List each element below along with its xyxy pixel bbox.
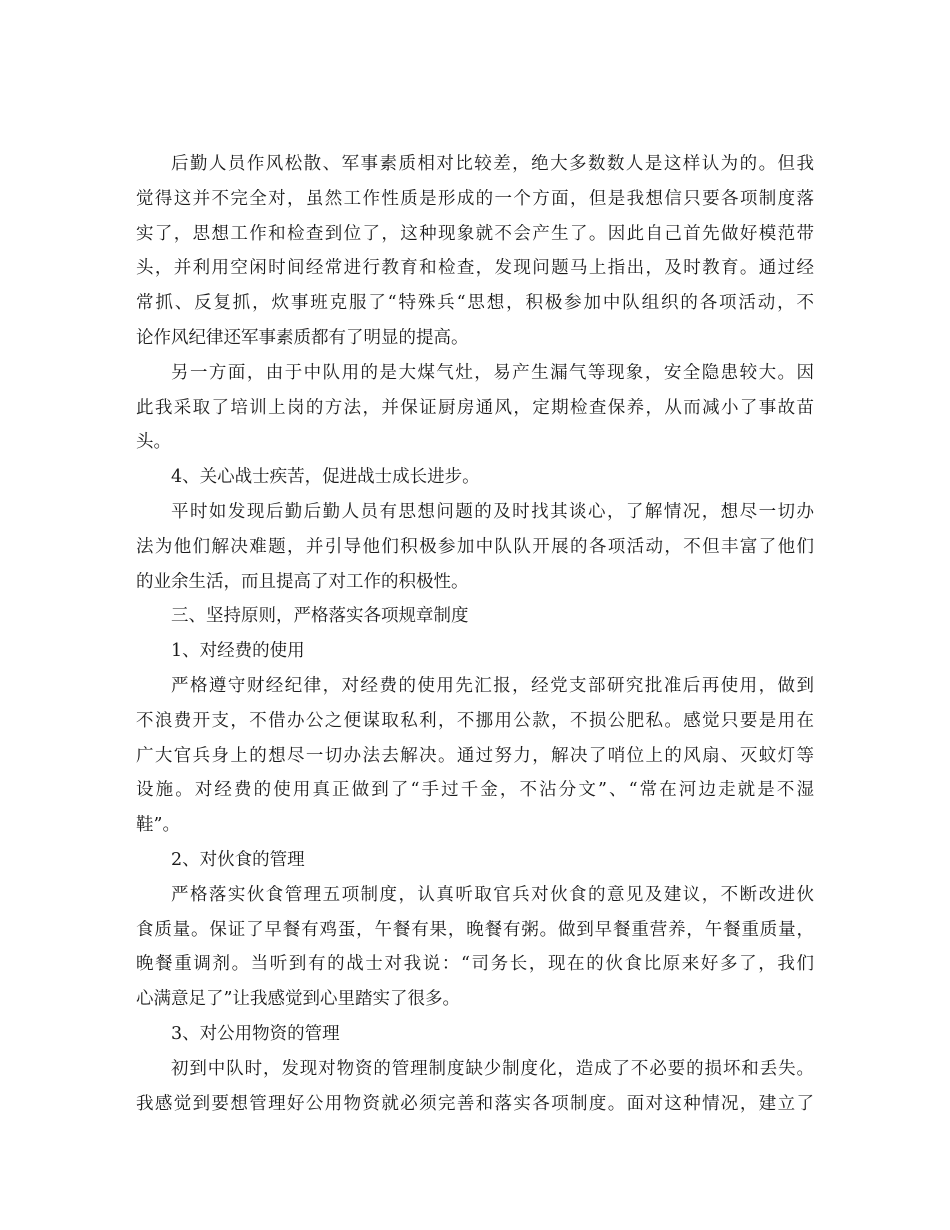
paragraph bbox=[136, 878, 814, 1017]
text-line: 心满意足了”让我感觉到心里踏实了很多。 bbox=[136, 989, 460, 1010]
paragraph bbox=[136, 669, 814, 843]
text-line: 此我采取了培训上岗的方法，并保证厨房通风，定期检查保养，从而减小了事故苗 bbox=[136, 397, 814, 418]
text-line: 严格落实伙食管理五项制度，认真听取官兵对伙食的意见及建议，不断改进伙 bbox=[171, 884, 814, 905]
text-line: 头，并利用空闲时间经常进行教育和检查，发现问题马上指出，及时教育。通过经 bbox=[136, 258, 814, 279]
text-line: 头。 bbox=[136, 432, 171, 453]
text-line: 后勤人员作风松散、军事素质相对比较差，绝大多数数人是这样认为的。但我 bbox=[171, 154, 814, 174]
text-line: 3、对公用物资的管理 bbox=[171, 1023, 340, 1044]
text-line: 初到中队时，发现对物资的管理制度缺少制度化，造成了不必要的损坏和丢失。 bbox=[171, 1058, 814, 1079]
text-line: 另一方面，由于中队用的是大煤气灶，易产生漏气等现象，安全隐患较大。因 bbox=[171, 362, 814, 383]
text-line: 鞋”。 bbox=[136, 815, 180, 836]
subsection-heading bbox=[136, 634, 814, 669]
subsection-heading bbox=[136, 843, 814, 878]
text-line: 平时如发现后勤后勤人员有思想问题的及时找其谈心，了解情况，想尽一切办 bbox=[171, 501, 814, 522]
text-line: 设施。对经费的使用真正做到了“手过千金，不沾分文”、“常在河边走就是不湿 bbox=[136, 780, 814, 801]
text-line: 论作风纪律还军事素质都有了明显的提高。 bbox=[136, 327, 469, 348]
subsection-heading bbox=[136, 1017, 814, 1052]
list-heading bbox=[136, 460, 814, 495]
text-line: 不浪费开支，不借办公之便谋取私利，不挪用公款，不损公肥私。感觉只要是用在 bbox=[136, 710, 814, 731]
paragraph bbox=[136, 495, 814, 599]
paragraph bbox=[136, 356, 814, 460]
text-line: 4、关心战士疾苦，促进战士成长进步。 bbox=[171, 467, 480, 488]
text-line: 2、对伙食的管理 bbox=[171, 849, 305, 870]
text-line: 实了，思想工作和检查到位了，这种现象就不会产生了。因此自己首先做好模范带 bbox=[136, 223, 814, 244]
text-line: 三、坚持原则，严格落实各项规章制度 bbox=[171, 606, 469, 627]
text-line: 觉得这并不完全对，虽然工作性质是形成的一个方面，但是我想信只要各项制度落 bbox=[136, 188, 814, 209]
paragraph bbox=[136, 147, 814, 356]
document-page bbox=[136, 147, 814, 1121]
text-line: 广大官兵身上的想尽一切办法去解决。通过努力，解决了哨位上的风扇、灭蚊灯等 bbox=[136, 745, 814, 766]
text-line: 法为他们解决难题，并引导他们积极参加中队队开展的各项活动，不但丰富了他们 bbox=[136, 536, 814, 557]
text-line: 1、对经费的使用 bbox=[171, 641, 305, 662]
text-line: 严格遵守财经纪律，对经费的使用先汇报，经党支部研究批准后再使用，做到 bbox=[171, 675, 814, 696]
text-line: 晚餐重调剂。当听到有的战士对我说：“司务长，现在的伙食比原来好多了，我们 bbox=[136, 954, 814, 975]
text-line: 常抓、反复抓，炊事班克服了“特殊兵“思想，积极参加中队组织的各项活动，不 bbox=[136, 293, 814, 314]
paragraph bbox=[136, 1052, 814, 1122]
text-line: 我感觉到要想管理好公用物资就必须完善和落实各项制度。面对这种情况，建立了 bbox=[136, 1093, 814, 1114]
text-line: 食质量。保证了早餐有鸡蛋，午餐有果，晚餐有粥。做到早餐重营养，午餐重质量， bbox=[136, 919, 814, 940]
text-line: 的业余生活，而且提高了对工作的积极性。 bbox=[136, 571, 469, 592]
section-heading bbox=[136, 599, 814, 634]
